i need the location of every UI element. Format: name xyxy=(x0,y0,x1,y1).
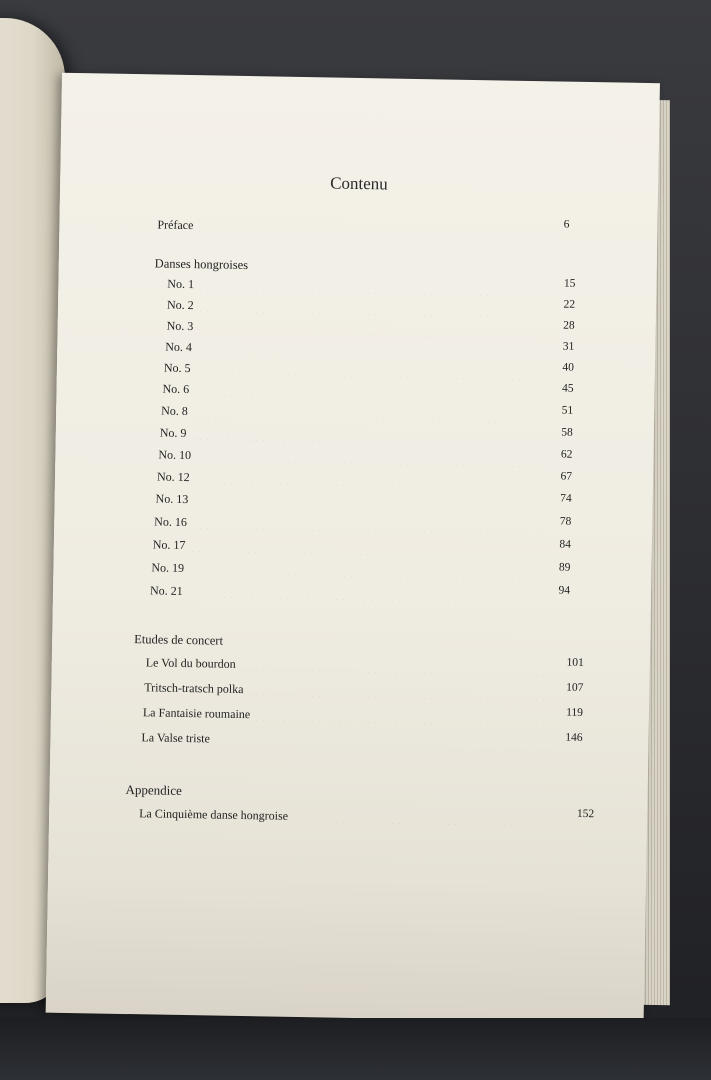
toc-entry-label: La Cinquième danse hongroise xyxy=(139,806,289,823)
dot-leader xyxy=(291,812,560,827)
dot-leader xyxy=(195,343,540,359)
toc-entry-label: No. 16 xyxy=(154,514,188,530)
toc-entry-page: 40 xyxy=(562,361,575,374)
toc-entry-page: 89 xyxy=(558,561,571,574)
toc-entry-label: Tritsch-tratsch polka xyxy=(144,680,244,697)
dot-leader xyxy=(239,660,550,675)
toc-entry xyxy=(153,534,571,559)
toc-entry xyxy=(150,580,570,605)
dot-leader xyxy=(186,587,536,603)
toc-entry-label: No. 13 xyxy=(155,491,189,507)
dot-leader xyxy=(253,710,549,725)
toc-entry-page: 146 xyxy=(565,731,583,744)
toc-entry xyxy=(155,488,571,513)
toc-entry-page: 152 xyxy=(576,807,595,821)
toc-entry-label: La Valse triste xyxy=(141,730,211,746)
dot-leader xyxy=(193,473,538,489)
section-heading: Appendice xyxy=(125,782,182,798)
toc-entry-page: 67 xyxy=(560,470,573,483)
toc-entry-label: No. 8 xyxy=(161,403,188,419)
toc-entry-page: 6 xyxy=(563,218,570,231)
dot-leader xyxy=(196,322,540,338)
toc-entry xyxy=(161,401,573,426)
toc-entry-page: 78 xyxy=(559,515,572,528)
toc-entry xyxy=(162,379,573,404)
toc-entry-page: 58 xyxy=(561,426,573,439)
toc-entry xyxy=(151,557,570,582)
toc-entry-label: No. 5 xyxy=(163,360,191,376)
dot-leader xyxy=(193,364,539,380)
toc-entry xyxy=(139,803,594,829)
toc-entry xyxy=(157,467,572,492)
toc-entry-page: 22 xyxy=(563,298,576,311)
toc-entry-label: La Fantaisie roumaine xyxy=(142,705,251,722)
toc-entry-label: No. 10 xyxy=(158,447,192,463)
toc-entry xyxy=(158,445,572,470)
toc-entry xyxy=(146,652,584,678)
toc-entry-page: 45 xyxy=(562,382,574,395)
dot-leader xyxy=(188,541,536,557)
dot-leader xyxy=(197,301,541,317)
toc-entry-page: 62 xyxy=(560,448,573,461)
dot-leader xyxy=(196,221,535,237)
toc-entry-label: No. 1 xyxy=(167,276,195,292)
dot-leader xyxy=(187,564,536,580)
dot-leader xyxy=(191,495,537,511)
toc-entry-page: 15 xyxy=(563,277,576,290)
section-heading: Danses hongroises xyxy=(154,256,249,273)
toc-entry-page: 101 xyxy=(566,656,584,669)
toc-entry xyxy=(141,727,582,753)
toc-entry-page: 84 xyxy=(559,538,571,551)
book-page xyxy=(46,73,660,1023)
toc-entry-page: 51 xyxy=(561,404,574,417)
toc-entry-label: No. 19 xyxy=(151,560,185,575)
toc-entry-page: 74 xyxy=(560,492,572,505)
dot-leader xyxy=(197,280,541,296)
toc-entry xyxy=(143,702,583,728)
toc-entry-label: Le Vol du bourdon xyxy=(145,655,236,671)
toc-entry-page: 31 xyxy=(562,340,575,353)
toc-entry-page: 94 xyxy=(558,584,571,597)
toc-entry-label: No. 2 xyxy=(166,297,194,313)
toc-entry-label: No. 3 xyxy=(166,318,194,334)
table-edge xyxy=(0,1018,711,1080)
toc-entry-label: No. 17 xyxy=(152,537,186,553)
dot-leader xyxy=(189,429,538,445)
dot-leader xyxy=(190,518,537,534)
toc-entry-page: 119 xyxy=(566,706,584,719)
toc-entry-label: No. 6 xyxy=(162,381,190,397)
toc-entry xyxy=(144,677,583,703)
page-title: Contenu xyxy=(329,173,388,194)
toc-entry-label: No. 9 xyxy=(159,425,187,441)
toc-entry-label: No. 21 xyxy=(149,583,183,598)
toc-entry-page: 107 xyxy=(566,681,584,694)
dot-leader xyxy=(191,407,539,423)
dot-leader xyxy=(192,385,539,401)
dot-leader xyxy=(194,451,538,467)
toc-entry-label: No. 12 xyxy=(156,469,190,485)
section-heading: Etudes de concert xyxy=(134,632,224,648)
toc-entry-label: Préface xyxy=(157,217,194,233)
dot-leader xyxy=(213,735,549,751)
toc-entry-preface xyxy=(157,214,569,239)
toc-entry-label: No. 4 xyxy=(165,339,193,355)
toc-entry-page: 28 xyxy=(563,319,575,332)
toc-entry xyxy=(154,511,571,536)
dot-leader xyxy=(246,685,549,700)
toc-entry xyxy=(160,423,573,448)
